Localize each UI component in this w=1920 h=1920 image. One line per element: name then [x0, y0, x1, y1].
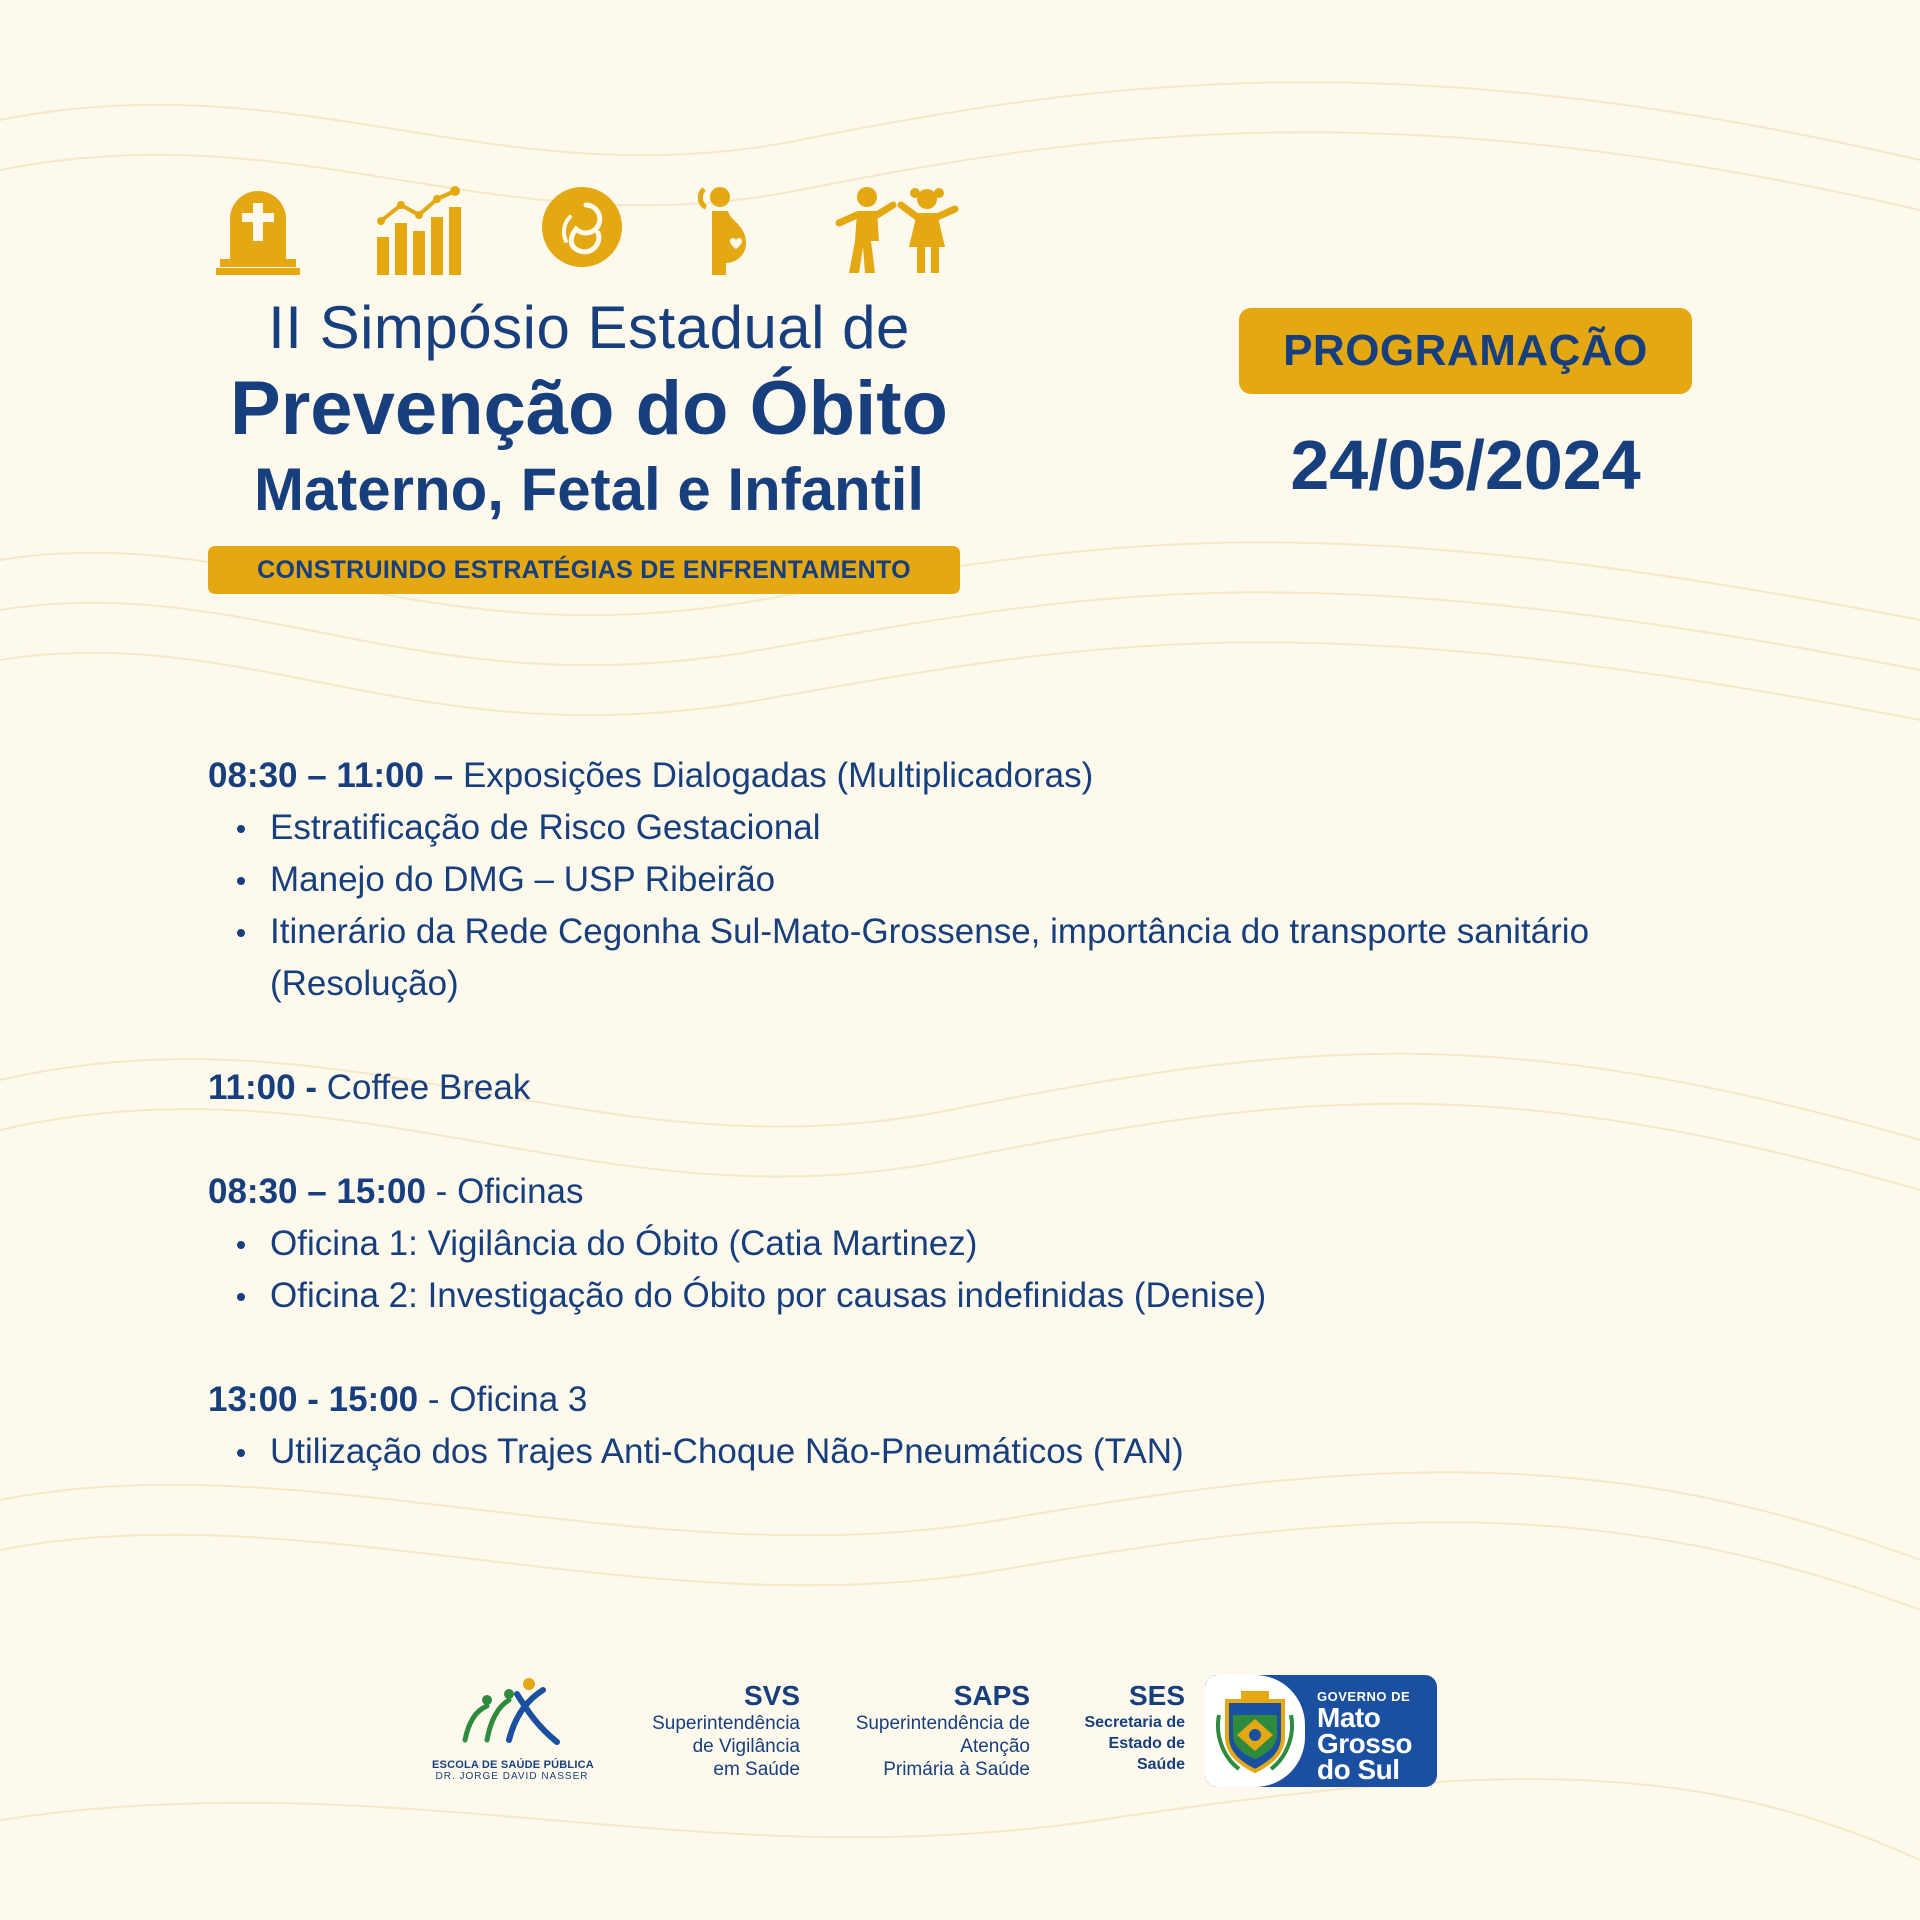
- session-separator: -: [425, 1172, 458, 1211]
- ses-abbr: SES: [1128, 1680, 1185, 1711]
- session-time: 08:30 – 15:00: [208, 1172, 426, 1211]
- session-time: 13:00 - 15:00: [208, 1380, 419, 1419]
- subtitle-banner: CONSTRUINDO ESTRATÉGIAS DE ENFRENTAMENTO: [208, 546, 960, 594]
- session-items: [208, 802, 1708, 1010]
- svs-abbr: SVS: [743, 1680, 800, 1711]
- session-time: 11:00: [208, 1068, 296, 1107]
- session-heading: [208, 1374, 1708, 1426]
- children-icon: [833, 185, 963, 275]
- saps-abbr: SAPS: [953, 1680, 1030, 1711]
- header-icons: [208, 185, 968, 285]
- session-item: Utilização dos Trajes Anti-Choque Não-Pneumáticos (TAN): [208, 1426, 1708, 1478]
- svs-name-line2: de Vigilância: [692, 1736, 800, 1757]
- gov-line2: Mato: [1317, 1702, 1381, 1733]
- pregnant-woman-icon: [696, 185, 756, 275]
- gov-line4: do Sul: [1317, 1754, 1400, 1785]
- schedule-session: [208, 750, 1708, 1010]
- esp-name-line1: ESCOLA DE SAÚDE PÚBLICA: [432, 1759, 594, 1771]
- schedule-session: [208, 1374, 1708, 1478]
- fetus-icon: [540, 185, 624, 269]
- session-separator: –: [424, 756, 463, 795]
- ses-name-line2: Estado de: [1108, 1735, 1185, 1752]
- government-logo: [1205, 1675, 1437, 1787]
- ses-logo: [1060, 1680, 1185, 1775]
- saps-name-line2: Atenção: [960, 1736, 1030, 1757]
- session-heading: [208, 750, 1708, 802]
- coat-of-arms-icon: [1205, 1675, 1305, 1787]
- session-heading: [208, 1166, 1708, 1218]
- svs-name-line3: em Saúde: [713, 1759, 800, 1780]
- schedule-session: [208, 1166, 1708, 1322]
- session-item: Oficina 1: Vigilância do Óbito (Catia Martinez): [208, 1218, 1708, 1270]
- session-heading: [208, 1062, 1708, 1114]
- ses-name-line1: Secretaria de: [1084, 1714, 1185, 1731]
- session-title: Oficinas: [457, 1172, 584, 1211]
- svs-name-line1: Superintendência: [652, 1713, 800, 1734]
- gov-line3: Grosso: [1317, 1728, 1413, 1759]
- schedule: [208, 750, 1708, 1530]
- state-crest: [1205, 1675, 1305, 1787]
- session-time: 08:30 – 11:00: [208, 756, 425, 795]
- session-title: Oficina 3: [449, 1380, 588, 1419]
- session-title: Coffee Break: [326, 1068, 531, 1107]
- chart-icon: [373, 185, 463, 275]
- title-line-1: II Simpósio Estadual de: [268, 294, 910, 361]
- session-separator: -: [295, 1068, 327, 1107]
- saps-logo: [820, 1680, 1030, 1781]
- saps-name-line3: Primária à Saúde: [883, 1759, 1030, 1780]
- esp-emblem-icon: [447, 1670, 577, 1754]
- schedule-session: [208, 1062, 1708, 1114]
- government-name: [1317, 1689, 1412, 1783]
- session-item: Manejo do DMG – USP Ribeirão: [208, 854, 1708, 906]
- session-title: Exposições Dialogadas (Multiplicadoras): [462, 756, 1094, 795]
- session-item: Estratificação de Risco Gestacional: [208, 802, 1708, 854]
- title-line-3: Materno, Fetal e Infantil: [253, 456, 925, 523]
- saps-name-line1: Superintendência de: [855, 1713, 1030, 1734]
- event-title: [208, 292, 970, 594]
- session-item: Itinerário da Rede Cegonha Sul-Mato-Grossense, importância do transporte sanitário (Resolução): [208, 906, 1708, 1010]
- programacao-badge: PROGRAMAÇÃO: [1239, 308, 1692, 394]
- session-item: Oficina 2: Investigação do Óbito por causas indefinidas (Denise): [208, 1270, 1708, 1322]
- ses-name-line3: Saúde: [1136, 1756, 1185, 1773]
- title-line-2: Prevenção do Óbito: [230, 366, 948, 451]
- session-items: [208, 1426, 1708, 1478]
- event-date: 24/05/2024: [1290, 426, 1641, 504]
- session-separator: -: [418, 1380, 450, 1419]
- esp-logo: [432, 1670, 592, 1790]
- svs-logo: [620, 1680, 800, 1781]
- esp-name-line2: DR. JORGE DAVID NASSER: [435, 1771, 589, 1782]
- session-items: [208, 1218, 1708, 1322]
- gov-line1: GOVERNO DE: [1317, 1689, 1411, 1704]
- grave-icon: [216, 185, 300, 275]
